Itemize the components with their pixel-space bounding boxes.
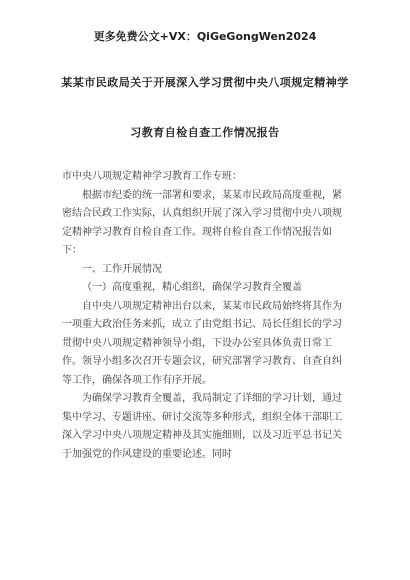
paragraph-2: 为确保学习教育全覆盖，我局制定了详细的学习计划，通过集中学习、专题讲座、研讨交流等多种形式，组织全体干部职工深入学习中央八项规定精神及其实施细则，以及习近平总书记关于加强党的作风建设的重要论述。同时	[62, 393, 342, 460]
paragraph-1: 自中央八项规定精神出台以来，某某市民政局始终将其作为一项重大政治任务来抓，成立了由党组书记、局长任组长的学习贯彻中央八项规定精神领导小组，下设办公室具体负责日常工作。领导小组多次召开专题会议，研究部署学习教育、自查自纠等工作，确保各项工作有序开展。	[62, 300, 342, 386]
document-title-line2: 习教育自检自查工作情况报告	[130, 126, 280, 139]
document-title-line1: 某某市民政局关于开展深入学习贯彻中央八项规定精神学	[61, 76, 349, 89]
salutation: 市中央八项规定精神学习教育工作专班：	[62, 171, 242, 182]
subsection-heading-1: （一）高度重视，精心组织，确保学习教育全覆盖	[82, 282, 302, 293]
section-heading-1: 一、工作开展情况	[82, 263, 162, 275]
intro-paragraph: 根据市纪委的统一部署和要求，某某市民政局高度重视，紧密结合民政工作实际，认真组织开展了深入学习贯彻中央八项规定精神学习教育自检自查工作。现将自检自查工作情况报告如下：	[62, 189, 342, 256]
document-body	[62, 168, 346, 464]
promo-banner: 更多免费公文+VX：QiGeGongWen2024	[93, 30, 317, 43]
